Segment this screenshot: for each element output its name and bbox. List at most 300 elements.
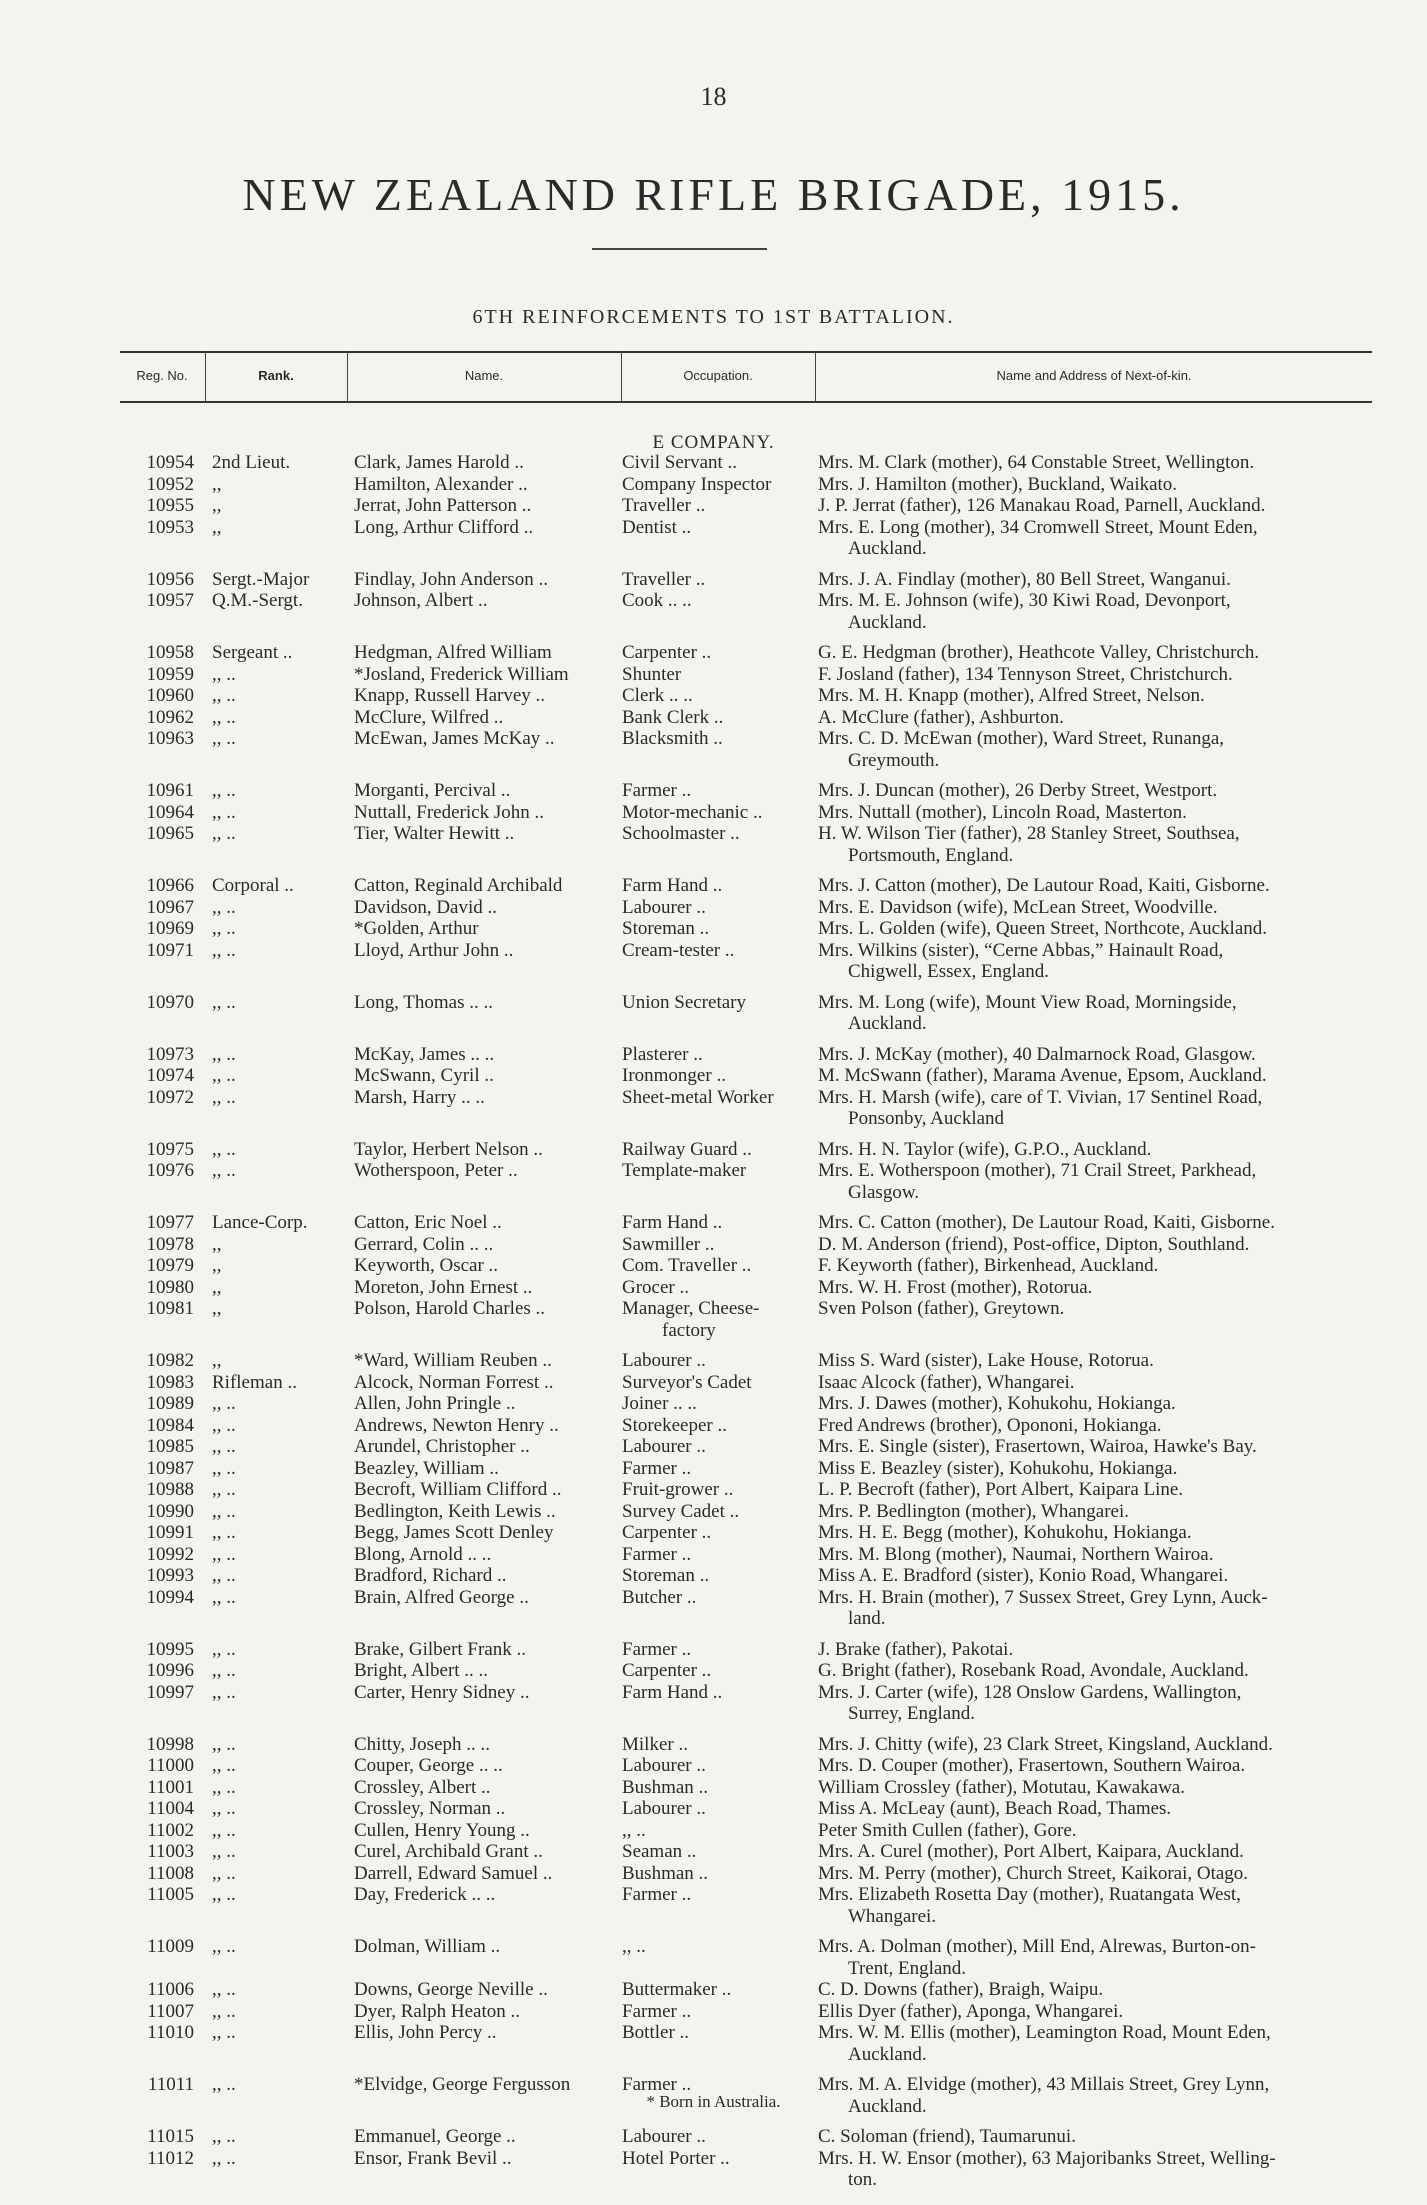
name-cell: McEwan, James McKay .. xyxy=(354,728,555,749)
next-of-kin-line: Fred Andrews (brother), Opononi, Hokianga. xyxy=(818,1414,1162,1436)
next-of-kin-line: A. McClure (father), Ashburton. xyxy=(818,706,1064,728)
rank-cell: ,, .. xyxy=(212,780,236,801)
name-cell: Alcock, Norman Forrest .. xyxy=(354,1371,554,1393)
reg-no-cell: 11015 xyxy=(147,2126,194,2147)
footnote: * Born in Australia. xyxy=(646,2092,781,2111)
occupation-line: Clerk .. .. xyxy=(622,685,693,706)
table-row xyxy=(120,1660,1382,1682)
occupation-line: Survey Cadet .. xyxy=(622,1500,740,1522)
rank-cell: Sergeant .. xyxy=(212,642,293,663)
name-cell: Crossley, Norman .. xyxy=(354,1798,506,1819)
rank-cell: ,, .. xyxy=(212,1681,236,1703)
table-row xyxy=(120,1044,1382,1066)
reg-no-cell: 10989 xyxy=(146,1393,194,1414)
name-cell: Long, Thomas .. .. xyxy=(354,991,493,1013)
rank-cell: ,, xyxy=(212,1298,222,1319)
name-cell: Knapp, Russell Harvey .. xyxy=(354,685,546,706)
name-cell: McSwann, Cyril .. xyxy=(354,1065,494,1086)
next-of-kin-cell xyxy=(812,664,1382,686)
name-cell: Clark, James Harold .. xyxy=(354,452,524,473)
next-of-kin-line: Mrs. Wilkins (sister), “Cerne Abbas,” Hainault Road, xyxy=(818,939,1224,961)
occupation-line: Storeman .. xyxy=(622,1565,710,1586)
table-row xyxy=(120,802,1382,824)
next-of-kin-line: Peter Smith Cullen (father), Gore. xyxy=(818,1819,1077,1841)
rank-cell: Corporal .. xyxy=(212,875,294,896)
header-bottom-rule xyxy=(120,401,1372,403)
table-row xyxy=(120,1820,1382,1842)
next-of-kin-cell xyxy=(812,1544,1382,1566)
reg-no-cell: 10953 xyxy=(146,516,194,538)
reg-no-cell: 10988 xyxy=(146,1479,194,1500)
occupation-cell xyxy=(616,1544,812,1566)
name-cell: Allen, John Pringle .. xyxy=(354,1393,516,1414)
next-of-kin-cell xyxy=(812,1639,1382,1661)
reg-no-cell: 10952 xyxy=(146,473,194,495)
occupation-cell xyxy=(616,1936,812,1958)
next-of-kin-line: J. P. Jerrat (father), 126 Manakau Road, Parnell, Auckland. xyxy=(818,495,1266,516)
reg-no-cell: 10990 xyxy=(146,1500,194,1522)
table-row xyxy=(120,664,1382,686)
reg-no-cell: 10962 xyxy=(146,706,194,728)
name-cell: Ellis, John Percy .. xyxy=(354,2022,497,2043)
occupation-cell xyxy=(616,1565,812,1587)
occupation-cell xyxy=(616,1372,812,1394)
occupation-cell xyxy=(616,1979,812,2001)
next-of-kin-line: Auckland. xyxy=(848,611,927,633)
name-cell: Chitty, Joseph .. .. xyxy=(354,1733,490,1755)
next-of-kin-line: Auckland. xyxy=(848,1013,927,1034)
rank-cell: ,, .. xyxy=(212,1862,236,1884)
next-of-kin-line: Mrs. J. Chitty (wife), 23 Clark Street, Kingsland, Auckland. xyxy=(818,1733,1273,1755)
reg-no-cell: 10975 xyxy=(146,1138,194,1160)
next-of-kin-line: Mrs. M. A. Elvidge (mother), 43 Millais Street, Grey Lynn, xyxy=(818,2074,1270,2095)
table-row xyxy=(120,1587,1382,1630)
next-of-kin-cell xyxy=(812,452,1382,474)
next-of-kin-cell xyxy=(812,1479,1382,1501)
name-cell: Cullen, Henry Young .. xyxy=(354,1819,530,1841)
next-of-kin-line: Mrs. J. McKay (mother), 40 Dalmarnock Road, Glasgow. xyxy=(818,1043,1256,1065)
table-row xyxy=(120,1298,1382,1341)
next-of-kin-cell xyxy=(812,728,1382,771)
reg-no-cell: 10981 xyxy=(146,1298,194,1319)
occupation-line: ,, .. xyxy=(622,1819,646,1841)
table-row xyxy=(120,1234,1382,1256)
next-of-kin-line: Mrs. J. Hamilton (mother), Buckland, Waikato. xyxy=(818,473,1178,495)
reg-no-cell: 10995 xyxy=(146,1638,194,1660)
occupation-line: Hotel Porter .. xyxy=(622,2147,730,2169)
occupation-line: Farmer .. xyxy=(622,2074,692,2095)
table-row xyxy=(120,1522,1382,1544)
next-of-kin-line: Sven Polson (father), Greytown. xyxy=(818,1298,1065,1319)
next-of-kin-line: C. Soloman (friend), Taumarunui. xyxy=(818,2126,1076,2147)
name-cell: Bradford, Richard .. xyxy=(354,1565,507,1586)
next-of-kin-line: Mrs. D. Couper (mother), Frasertown, Southern Wairoa. xyxy=(818,1755,1246,1776)
reg-no-cell: 10987 xyxy=(146,1457,194,1479)
rank-cell: ,, .. xyxy=(212,1776,236,1798)
reg-no-cell: 10963 xyxy=(146,728,194,749)
name-cell: Curel, Archibald Grant .. xyxy=(354,1841,543,1862)
occupation-cell xyxy=(616,1212,812,1234)
rank-cell: Q.M.-Sergt. xyxy=(212,590,303,611)
reg-no-cell: 10958 xyxy=(146,642,194,663)
page-title: NEW ZEALAND RIFLE BRIGADE, 1915. xyxy=(242,169,1185,220)
next-of-kin-line: Mrs. H. E. Begg (mother), Kohukohu, Hokianga. xyxy=(818,1522,1192,1543)
rank-cell: ,, .. xyxy=(212,918,236,939)
rank-cell: ,, .. xyxy=(212,1065,236,1086)
rank-cell: Lance-Corp. xyxy=(212,1212,308,1233)
header-name: Name. xyxy=(464,368,504,383)
next-of-kin-cell xyxy=(812,1415,1382,1437)
next-of-kin-cell xyxy=(812,1234,1382,1256)
name-cell: Long, Arthur Clifford .. xyxy=(354,516,534,538)
rank-cell: ,, .. xyxy=(212,728,236,749)
rank-cell: ,, xyxy=(212,1350,222,1371)
next-of-kin-cell xyxy=(812,1587,1382,1630)
occupation-cell xyxy=(616,1884,812,1906)
header-rank: Rank. xyxy=(258,368,294,383)
table-row xyxy=(120,1734,1382,1756)
reg-no-cell: 10971 xyxy=(146,939,194,961)
table-row xyxy=(120,642,1382,664)
next-of-kin-line: Mrs. J. A. Findlay (mother), 80 Bell Street, Wanganui. xyxy=(818,568,1231,590)
next-of-kin-line: D. M. Anderson (friend), Post-office, Dipton, Southland. xyxy=(818,1233,1250,1255)
occupation-cell xyxy=(616,1660,812,1682)
next-of-kin-cell xyxy=(812,1936,1382,1979)
occupation-line: Labourer .. xyxy=(622,896,706,918)
occupation-line: Farm Hand .. xyxy=(622,875,723,896)
occupation-cell xyxy=(616,1415,812,1437)
occupation-line: Company Inspector xyxy=(622,473,772,495)
rank-cell: ,, .. xyxy=(212,706,236,728)
occupation-cell xyxy=(616,685,812,707)
occupation-line: Farm Hand .. xyxy=(622,1212,723,1233)
reg-no-cell: 10956 xyxy=(146,568,194,590)
table-row xyxy=(120,452,1382,474)
rank-cell: ,, .. xyxy=(212,1500,236,1522)
occupation-cell xyxy=(616,1734,812,1756)
occupation-cell xyxy=(616,940,812,962)
next-of-kin-cell xyxy=(812,1087,1382,1130)
next-of-kin-cell xyxy=(812,1755,1382,1777)
name-cell: Hedgman, Alfred William xyxy=(354,642,552,663)
next-of-kin-line: L. P. Becroft (father), Port Albert, Kaipara Line. xyxy=(818,1479,1184,1500)
next-of-kin-line: land. xyxy=(848,1608,886,1629)
occupation-cell xyxy=(616,1587,812,1609)
name-cell: Dyer, Ralph Heaton .. xyxy=(354,2000,520,2022)
next-of-kin-line: H. W. Wilson Tier (father), 28 Stanley Street, Southsea, xyxy=(818,823,1240,844)
rank-cell: ,, .. xyxy=(212,939,236,961)
next-of-kin-cell xyxy=(812,1841,1382,1863)
rank-cell: ,, .. xyxy=(212,1543,236,1565)
next-of-kin-line: Auckland. xyxy=(848,538,927,559)
next-of-kin-line: Mrs. L. Golden (wife), Queen Street, Northcote, Auckland. xyxy=(818,918,1268,939)
reg-no-cell: 10996 xyxy=(146,1660,194,1681)
next-of-kin-line: F. Keyworth (father), Birkenhead, Auckland. xyxy=(818,1255,1159,1276)
occupation-line: Cream-tester .. xyxy=(622,939,735,961)
roll-table-body xyxy=(120,452,1382,2191)
occupation-line: Butcher .. xyxy=(622,1586,697,1608)
next-of-kin-line: William Crossley (father), Motutau, Kawakawa. xyxy=(818,1776,1185,1798)
occupation-line: Shunter xyxy=(622,663,682,685)
next-of-kin-line: Mrs. E. Long (mother), 34 Cromwell Street, Mount Eden, xyxy=(818,516,1258,538)
name-cell: Dolman, William .. xyxy=(354,1936,501,1957)
header-occupation: Occupation. xyxy=(683,368,753,383)
rank-cell: ,, .. xyxy=(212,663,236,685)
occupation-line: Farmer .. xyxy=(622,2000,692,2022)
reg-no-cell: 10998 xyxy=(146,1733,194,1755)
reg-no-cell: 10992 xyxy=(146,1543,194,1565)
occupation-line: Surveyor's Cadet xyxy=(622,1371,752,1393)
next-of-kin-cell xyxy=(812,1820,1382,1842)
table-row xyxy=(120,1501,1382,1523)
name-cell: Darrell, Edward Samuel .. xyxy=(354,1862,553,1884)
table-row xyxy=(120,875,1382,897)
next-of-kin-line: Portsmouth, England. xyxy=(848,844,1014,866)
occupation-line: Template-maker xyxy=(622,1160,747,1181)
table-row xyxy=(120,1139,1382,1161)
occupation-cell xyxy=(616,2126,812,2148)
next-of-kin-line: Mrs. H. N. Taylor (wife), G.P.O., Auckland. xyxy=(818,1138,1152,1160)
rank-cell: ,, .. xyxy=(212,1522,236,1543)
occupation-line: Carpenter .. xyxy=(622,1522,712,1543)
rank-cell: Sergt.-Major xyxy=(212,568,310,590)
rank-cell: ,, .. xyxy=(212,801,236,823)
rank-cell: ,, .. xyxy=(212,823,236,844)
rank-cell: Rifleman .. xyxy=(212,1371,297,1393)
table-row xyxy=(120,495,1382,517)
name-cell: Carter, Henry Sidney .. xyxy=(354,1681,530,1703)
table-row xyxy=(120,940,1382,983)
occupation-line: Bushman .. xyxy=(622,1776,709,1798)
next-of-kin-cell xyxy=(812,1660,1382,1682)
next-of-kin-line: Mrs. E. Wotherspoon (mother), 71 Crail Street, Parkhead, xyxy=(818,1160,1257,1181)
name-cell: Catton, Reginald Archibald xyxy=(354,875,563,896)
reg-no-cell: 10957 xyxy=(146,590,194,611)
next-of-kin-cell xyxy=(812,2126,1382,2148)
occupation-cell xyxy=(616,918,812,940)
table-row xyxy=(120,897,1382,919)
occupation-cell xyxy=(616,1234,812,1256)
name-cell: Becroft, William Clifford .. xyxy=(354,1479,562,1500)
next-of-kin-cell xyxy=(812,802,1382,824)
occupation-line: Joiner .. .. xyxy=(622,1393,697,1414)
occupation-line: Labourer .. xyxy=(622,1755,706,1776)
occupation-line: Carpenter .. xyxy=(622,642,712,663)
occupation-line: Bank Clerk .. xyxy=(622,706,724,728)
name-cell: McClure, Wilfred .. xyxy=(354,706,504,728)
rank-cell: ,, .. xyxy=(212,2022,236,2043)
table-row xyxy=(120,1458,1382,1480)
rank-cell: ,, .. xyxy=(212,1936,236,1957)
reg-no-cell: 11003 xyxy=(147,1841,194,1862)
occupation-cell xyxy=(616,707,812,729)
occupation-cell xyxy=(616,1798,812,1820)
name-cell: Lloyd, Arthur John .. xyxy=(354,939,514,961)
occupation-line: Traveller .. xyxy=(622,495,706,516)
next-of-kin-line: Mrs. C. D. McEwan (mother), Ward Street, Runanga, xyxy=(818,728,1225,749)
occupation-line: Sheet-metal Worker xyxy=(622,1086,774,1108)
next-of-kin-cell xyxy=(812,992,1382,1035)
next-of-kin-line: Mrs. M. Long (wife), Mount View Road, Morningside, xyxy=(818,991,1237,1013)
occupation-cell xyxy=(616,474,812,496)
occupation-cell xyxy=(616,823,812,845)
occupation-cell xyxy=(616,1277,812,1299)
next-of-kin-line: Mrs. A. Curel (mother), Port Albert, Kaipara, Auckland. xyxy=(818,1841,1244,1862)
occupation-cell xyxy=(616,1841,812,1863)
next-of-kin-line: Mrs. W. M. Ellis (mother), Leamington Road, Mount Eden, xyxy=(818,2022,1271,2043)
occupation-cell xyxy=(616,1479,812,1501)
table-row xyxy=(120,1884,1382,1927)
table-row xyxy=(120,1212,1382,1234)
rank-cell: ,, xyxy=(212,473,222,495)
next-of-kin-cell xyxy=(812,474,1382,496)
next-of-kin-cell xyxy=(812,495,1382,517)
next-of-kin-line: ton. xyxy=(848,2169,878,2190)
next-of-kin-line: Mrs. J. Catton (mother), De Lautour Road, Kaiti, Gisborne. xyxy=(818,875,1270,896)
name-cell: Day, Frederick .. .. xyxy=(354,1884,496,1905)
next-of-kin-cell xyxy=(812,1139,1382,1161)
reg-no-cell: 10980 xyxy=(146,1276,194,1298)
rank-cell: ,, .. xyxy=(212,1660,236,1681)
reg-no-cell: 10979 xyxy=(146,1255,194,1276)
next-of-kin-cell xyxy=(812,1501,1382,1523)
title-divider xyxy=(592,248,767,250)
rank-cell: ,, .. xyxy=(212,685,236,706)
occupation-cell xyxy=(616,1820,812,1842)
occupation-cell xyxy=(616,1139,812,1161)
table-row xyxy=(120,1863,1382,1885)
next-of-kin-line: G. E. Hedgman (brother), Heathcote Valley, Christchurch. xyxy=(818,642,1260,663)
reg-no-cell: 10991 xyxy=(146,1522,194,1543)
header-divider xyxy=(621,351,622,401)
table-row xyxy=(120,1065,1382,1087)
name-cell: McKay, James .. .. xyxy=(354,1043,495,1065)
name-cell: Arundel, Christopher .. xyxy=(354,1436,530,1457)
table-row xyxy=(120,1277,1382,1299)
next-of-kin-line: Mrs. M. Clark (mother), 64 Constable Street, Wellington. xyxy=(818,452,1255,473)
rank-cell: ,, .. xyxy=(212,2147,236,2169)
occupation-line: Labourer .. xyxy=(622,2126,706,2147)
rank-cell: ,, .. xyxy=(212,1733,236,1755)
occupation-cell xyxy=(616,1065,812,1087)
next-of-kin-cell xyxy=(812,1044,1382,1066)
reg-no-cell: 10978 xyxy=(146,1233,194,1255)
header-divider xyxy=(347,351,348,401)
name-cell: Taylor, Herbert Nelson .. xyxy=(354,1138,543,1160)
next-of-kin-cell xyxy=(812,1798,1382,1820)
occupation-cell xyxy=(616,452,812,474)
name-cell: Brain, Alfred George .. xyxy=(354,1586,529,1608)
occupation-cell xyxy=(616,1393,812,1415)
occupation-line: Storekeeper .. xyxy=(622,1414,727,1436)
occupation-line: Farm Hand .. xyxy=(622,1681,723,1703)
name-cell: Gerrard, Colin .. .. xyxy=(354,1233,494,1255)
next-of-kin-line: Mrs. C. Catton (mother), De Lautour Road, Kaiti, Gisborne. xyxy=(818,1212,1275,1233)
occupation-line: Buttermaker .. xyxy=(622,1979,732,2000)
occupation-line: Traveller .. xyxy=(622,568,706,590)
occupation-cell xyxy=(616,1044,812,1066)
table-row xyxy=(120,1798,1382,1820)
occupation-cell xyxy=(616,1863,812,1885)
next-of-kin-cell xyxy=(812,569,1382,591)
name-cell: Beazley, William .. xyxy=(354,1457,499,1479)
table-row xyxy=(120,1160,1382,1203)
rank-cell: ,, .. xyxy=(212,1393,236,1414)
name-cell: Andrews, Newton Henry .. xyxy=(354,1414,559,1436)
next-of-kin-line: Ellis Dyer (father), Aponga, Whangarei. xyxy=(818,2000,1124,2022)
occupation-line: Motor-mechanic .. xyxy=(622,801,763,823)
name-cell: Jerrat, John Patterson .. xyxy=(354,495,532,516)
name-cell: Findlay, John Anderson .. xyxy=(354,568,549,590)
next-of-kin-line: Surrey, England. xyxy=(848,1703,975,1724)
next-of-kin-line: Glasgow. xyxy=(848,1181,920,1203)
next-of-kin-cell xyxy=(812,918,1382,940)
reg-no-cell: 11004 xyxy=(147,1798,194,1819)
occupation-cell xyxy=(616,1160,812,1182)
name-cell: Ensor, Frank Bevil .. xyxy=(354,2147,512,2169)
reg-no-cell: 10994 xyxy=(146,1586,194,1608)
name-cell: Hamilton, Alexander .. xyxy=(354,473,528,495)
table-row xyxy=(120,2126,1382,2148)
reg-no-cell: 10970 xyxy=(146,991,194,1013)
next-of-kin-line: Auckland. xyxy=(848,2095,927,2117)
rank-cell: ,, .. xyxy=(212,1819,236,1841)
occupation-line: Ironmonger .. xyxy=(622,1065,726,1086)
rank-cell: ,, .. xyxy=(212,1086,236,1108)
occupation-cell xyxy=(616,2022,812,2044)
rank-cell: ,, .. xyxy=(212,1884,236,1905)
rank-cell: ,, .. xyxy=(212,1841,236,1862)
table-row xyxy=(120,1255,1382,1277)
table-row xyxy=(120,1544,1382,1566)
occupation-cell xyxy=(616,569,812,591)
occupation-line: Com. Traveller .. xyxy=(622,1255,752,1276)
table-row xyxy=(120,1682,1382,1725)
occupation-cell xyxy=(616,1255,812,1277)
table-row xyxy=(120,707,1382,729)
next-of-kin-cell xyxy=(812,1372,1382,1394)
occupation-cell xyxy=(616,1777,812,1799)
reg-no-cell: 11007 xyxy=(147,2000,194,2022)
next-of-kin-line: Mrs. H. Brain (mother), 7 Sussex Street, Grey Lynn, Auck- xyxy=(818,1586,1268,1608)
occupation-line: factory xyxy=(662,1319,716,1341)
next-of-kin-cell xyxy=(812,1565,1382,1587)
occupation-line: Blacksmith .. xyxy=(622,728,723,749)
next-of-kin-line: Mrs. M. Perry (mother), Church Street, Kaikorai, Otago. xyxy=(818,1862,1249,1884)
rank-cell: ,, .. xyxy=(212,1586,236,1608)
rank-cell: ,, .. xyxy=(212,2074,236,2095)
name-cell: Marsh, Harry .. .. xyxy=(354,1086,485,1108)
next-of-kin-line: G. Bright (father), Rosebank Road, Avondale, Auckland. xyxy=(818,1660,1249,1681)
next-of-kin-line: Mrs. Nuttall (mother), Lincoln Road, Masterton. xyxy=(818,801,1187,823)
rank-cell: ,, .. xyxy=(212,1565,236,1586)
occupation-line: Labourer .. xyxy=(622,1798,706,1819)
occupation-line: Farmer .. xyxy=(622,1457,692,1479)
table-row xyxy=(120,1777,1382,1799)
next-of-kin-line: Greymouth. xyxy=(848,749,940,771)
occupation-cell xyxy=(616,517,812,539)
occupation-line: Seaman .. xyxy=(622,1841,697,1862)
table-row xyxy=(120,728,1382,771)
next-of-kin-cell xyxy=(812,1863,1382,1885)
name-cell: Bright, Albert .. .. xyxy=(354,1660,489,1681)
next-of-kin-cell xyxy=(812,1522,1382,1544)
table-row xyxy=(120,590,1382,633)
header-next-of-kin: Name and Address of Next-of-kin. xyxy=(996,368,1192,383)
occupation-cell xyxy=(616,2148,812,2170)
rank-cell: ,, .. xyxy=(212,1755,236,1776)
name-cell: Tier, Walter Hewitt .. xyxy=(354,823,515,844)
